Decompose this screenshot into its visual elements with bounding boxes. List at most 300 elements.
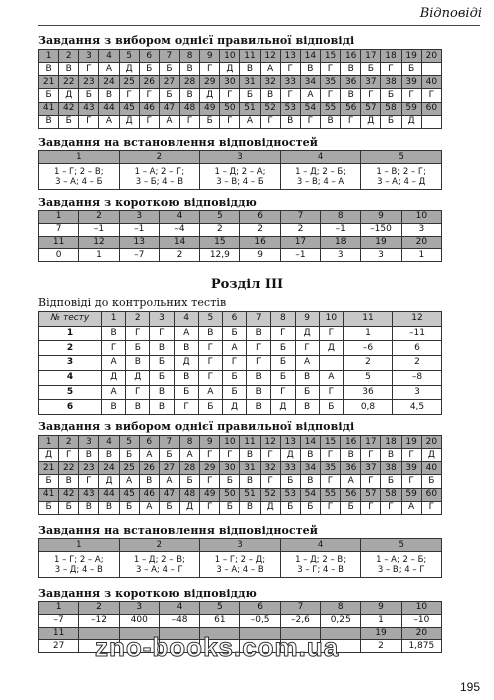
answer-cell: А — [139, 449, 159, 462]
question-number-cell: 1 — [39, 436, 59, 449]
table-row — [39, 223, 442, 236]
answer-cell: Б — [159, 63, 179, 76]
answer-cell: Д — [102, 370, 126, 385]
answer-cell: Г — [295, 341, 319, 356]
answer-cell: Б — [381, 115, 401, 128]
answer-cell: –8 — [393, 370, 442, 385]
question-number-cell: 4 — [280, 151, 361, 164]
answer-cell: В — [150, 341, 174, 356]
answer-cell: Д — [222, 400, 246, 415]
answer-cell: 7 — [39, 223, 79, 236]
answer-cell: Б — [198, 400, 222, 415]
match-answer-line: 1 – Г; 2 – А; — [54, 554, 104, 565]
question-number-cell: 39 — [401, 76, 421, 89]
answer-cell: В — [260, 89, 280, 102]
answer-cell: В — [79, 449, 99, 462]
answer-cell: 3 — [321, 249, 361, 262]
question-number-cell: 2 — [79, 602, 119, 615]
question-number-cell: 7 — [159, 50, 179, 63]
answer-cell: 12,9 — [200, 249, 240, 262]
answer-cell: –10 — [401, 614, 441, 627]
question-number-cell: 39 — [401, 462, 421, 475]
question-number-cell: 5 — [119, 436, 139, 449]
table-row — [39, 89, 442, 102]
answer-cell: Г — [401, 89, 421, 102]
question-number-cell: 1 — [39, 211, 79, 224]
question-number-cell: 26 — [139, 462, 159, 475]
table-row — [39, 449, 442, 462]
question-number-cell: 11 — [240, 50, 260, 63]
answer-cell — [421, 63, 441, 76]
answer-cell: Г — [198, 341, 222, 356]
answer-cell: В — [240, 475, 260, 488]
answer-cell: Б — [150, 370, 174, 385]
match-answer-cell — [39, 164, 120, 190]
question-number-cell: 45 — [119, 102, 139, 115]
question-number-cell: 20 — [401, 627, 441, 640]
answer-cell: Б — [341, 501, 361, 514]
answer-cell: –7 — [119, 249, 159, 262]
answer-cell: В — [179, 63, 199, 76]
question-number-cell: 3 — [79, 436, 99, 449]
question-number-cell: 37 — [361, 76, 381, 89]
question-number-cell: 6 — [222, 312, 246, 327]
table-row — [39, 436, 442, 449]
question-number-cell: 2 — [79, 211, 119, 224]
question-number-cell: 44 — [99, 488, 119, 501]
part1-short-title: Завдання з короткою відповіддю — [38, 196, 257, 209]
answer-cell: Б — [240, 89, 260, 102]
question-number-cell: 43 — [79, 102, 99, 115]
answer-cell: 0,8 — [344, 400, 393, 415]
answer-cell: Г — [247, 341, 271, 356]
answer-cell: В — [240, 449, 260, 462]
section-subtitle: Відповіді до контрольних тестів — [38, 296, 227, 309]
answer-cell: А — [102, 356, 126, 371]
question-number-cell: 2 — [126, 312, 150, 327]
question-number-cell: 38 — [381, 76, 401, 89]
question-number-cell: 57 — [361, 102, 381, 115]
answer-cell: Б — [39, 89, 59, 102]
table-row — [39, 501, 442, 514]
question-number-cell: 33 — [280, 76, 300, 89]
question-number-cell: 7 — [280, 602, 320, 615]
part2-short-title: Завдання з короткою відповіддю — [38, 587, 257, 600]
answer-cell: Б — [39, 501, 59, 514]
question-number-cell: 34 — [300, 462, 320, 475]
question-number-cell: 60 — [421, 488, 441, 501]
answer-cell: В — [126, 356, 150, 371]
table-row — [39, 63, 442, 76]
question-number-cell: 50 — [220, 102, 240, 115]
answer-cell: Б — [126, 341, 150, 356]
answer-cell: Д — [260, 501, 280, 514]
answer-cell: Д — [59, 89, 79, 102]
answer-cell: А — [401, 501, 421, 514]
answer-cell: В — [300, 475, 320, 488]
answer-cell: Б — [119, 501, 139, 514]
question-number-cell: 18 — [381, 436, 401, 449]
question-number-cell: 35 — [320, 76, 340, 89]
answer-cell: В — [295, 370, 319, 385]
match-answer-cell — [200, 552, 281, 578]
part1-short-table — [38, 210, 442, 262]
question-number-cell: 9 — [361, 602, 401, 615]
answer-cell: Г — [200, 449, 220, 462]
answer-cell: В — [247, 385, 271, 400]
answer-cell: Г — [247, 356, 271, 371]
answer-cell: Б — [220, 501, 240, 514]
answer-cell: В — [102, 326, 126, 341]
answer-cell: Б — [150, 356, 174, 371]
question-number-cell: 24 — [99, 462, 119, 475]
question-number-cell: 14 — [300, 436, 320, 449]
question-number-cell: 20 — [401, 236, 441, 249]
part2-single-title: Завдання з вибором однієї правильної відповіді — [38, 420, 355, 433]
answer-cell: В — [150, 400, 174, 415]
match-answer-line: 1 – А; 2 – Г; — [134, 166, 185, 177]
match-answer-cell — [361, 164, 442, 190]
question-number-cell: 31 — [240, 76, 260, 89]
question-number-cell: 36 — [341, 462, 361, 475]
answer-cell: Б — [159, 501, 179, 514]
question-number-cell: 42 — [59, 488, 79, 501]
answer-cell: Г — [421, 89, 441, 102]
watermark: zno-books.com.ua — [95, 632, 340, 662]
question-number-cell: 26 — [139, 76, 159, 89]
question-number-cell: 10 — [319, 312, 343, 327]
answer-cell: Г — [79, 475, 99, 488]
part1-single-title: Завдання з вибором однієї правильної відповіді — [38, 34, 355, 47]
table-row — [39, 400, 442, 415]
answer-cell: 1 — [361, 614, 401, 627]
question-number-cell: 3 — [200, 151, 281, 164]
question-number-cell: 22 — [59, 76, 79, 89]
answer-cell: В — [99, 449, 119, 462]
answer-cell: Д — [126, 370, 150, 385]
answer-cell: В — [381, 449, 401, 462]
answer-cell: Г — [200, 475, 220, 488]
answer-cell: А — [300, 89, 320, 102]
answer-cell: Г — [220, 449, 240, 462]
question-number-cell: 6 — [240, 602, 280, 615]
answer-cell: В — [102, 400, 126, 415]
table-row — [39, 76, 442, 89]
question-number-cell: 23 — [79, 462, 99, 475]
answer-cell: –150 — [361, 223, 401, 236]
question-number-cell: 11 — [240, 436, 260, 449]
question-number-cell: 15 — [200, 236, 240, 249]
answer-cell: А — [222, 341, 246, 356]
question-number-cell: 59 — [401, 488, 421, 501]
test-number-cell: 1 — [39, 326, 102, 341]
answer-cell: Г — [320, 449, 340, 462]
answer-cell: Д — [220, 63, 240, 76]
answer-cell: Г — [280, 89, 300, 102]
table-row — [39, 385, 442, 400]
match-answer-line: 3 – В; 4 – Б — [216, 176, 264, 187]
question-number-cell: 12 — [260, 50, 280, 63]
test-number-cell: 4 — [39, 370, 102, 385]
answer-cell: Г — [200, 501, 220, 514]
match-answer-cell — [361, 552, 442, 578]
answer-cell: В — [126, 400, 150, 415]
part1-single-answers-table — [38, 49, 442, 129]
table-row — [39, 539, 442, 552]
question-number-cell: 41 — [39, 102, 59, 115]
answer-cell: Г — [139, 89, 159, 102]
match-answer-line: 1 – Д; 2 – В; — [133, 554, 185, 565]
question-number-cell: 48 — [179, 102, 199, 115]
answer-cell: 1 — [344, 326, 393, 341]
question-number-cell: 29 — [200, 76, 220, 89]
answer-cell: Б — [220, 475, 240, 488]
answer-cell: 1 — [401, 249, 441, 262]
answer-cell: В — [174, 341, 198, 356]
answer-cell: Г — [271, 326, 295, 341]
answer-cell: –1 — [119, 223, 159, 236]
question-number-cell: 1 — [102, 312, 126, 327]
question-number-cell: 48 — [179, 488, 199, 501]
answer-cell: Г — [222, 356, 246, 371]
part2-match-table — [38, 538, 442, 578]
answer-cell: Б — [271, 370, 295, 385]
answer-cell: А — [159, 475, 179, 488]
answer-cell: Г — [220, 89, 240, 102]
answer-cell: Д — [174, 356, 198, 371]
answer-cell: Г — [260, 475, 280, 488]
question-number-cell: 54 — [300, 102, 320, 115]
question-number-cell: 4 — [174, 312, 198, 327]
page-number: 195 — [459, 680, 480, 694]
answer-cell: Д — [39, 449, 59, 462]
question-number-cell: 27 — [159, 462, 179, 475]
table-row — [39, 115, 442, 128]
answer-cell: Б — [319, 400, 343, 415]
question-number-cell: 18 — [381, 50, 401, 63]
question-number-cell: 41 — [39, 488, 59, 501]
answer-cell: 1 — [79, 249, 119, 262]
question-number-cell: 53 — [280, 102, 300, 115]
question-number-cell: 9 — [295, 312, 319, 327]
answer-cell: Г — [150, 326, 174, 341]
answer-cell: Г — [59, 449, 79, 462]
answer-cell: А — [295, 356, 319, 371]
question-number-cell: 10 — [401, 602, 441, 615]
answer-cell: В — [341, 89, 361, 102]
answer-cell: В — [39, 115, 59, 128]
answer-cell: 1,875 — [401, 640, 441, 653]
answer-cell: –48 — [159, 614, 199, 627]
answer-cell: Б — [139, 63, 159, 76]
answer-cell: 4,5 — [393, 400, 442, 415]
answer-cell: 2 — [200, 223, 240, 236]
question-number-cell: 16 — [341, 436, 361, 449]
question-number-cell: 36 — [341, 76, 361, 89]
answer-cell: В — [99, 89, 119, 102]
question-number-cell: 9 — [200, 50, 220, 63]
answer-cell: 27 — [39, 640, 79, 653]
answer-cell: Б — [271, 341, 295, 356]
answer-cell: Г — [179, 115, 199, 128]
answer-cell: Д — [119, 63, 139, 76]
answer-cell: 9 — [240, 249, 280, 262]
answer-cell: Г — [198, 370, 222, 385]
question-number-cell: 5 — [200, 211, 240, 224]
header-rule — [38, 25, 480, 26]
answer-cell: Б — [381, 475, 401, 488]
answer-cell: Г — [401, 475, 421, 488]
question-number-cell: 50 — [220, 488, 240, 501]
question-number-cell: 8 — [179, 436, 199, 449]
question-number-cell: 17 — [280, 236, 320, 249]
question-number-cell: 25 — [119, 76, 139, 89]
question-number-cell: 32 — [260, 76, 280, 89]
question-number-cell: 7 — [247, 312, 271, 327]
match-answer-line: 1 – Г; 2 – В; — [54, 166, 104, 177]
answer-cell: Г — [280, 63, 300, 76]
question-number-cell: 44 — [99, 102, 119, 115]
answer-cell: В — [240, 63, 260, 76]
answer-cell: А — [119, 475, 139, 488]
answer-cell: А — [198, 385, 222, 400]
answer-cell: Г — [361, 449, 381, 462]
question-number-cell: 4 — [280, 539, 361, 552]
answer-cell: Г — [79, 115, 99, 128]
question-number-cell: 5 — [200, 602, 240, 615]
question-number-cell: 15 — [320, 50, 340, 63]
question-number-cell: 6 — [240, 211, 280, 224]
question-number-cell: 34 — [300, 76, 320, 89]
question-number-cell: 8 — [271, 312, 295, 327]
question-number-cell: 35 — [320, 462, 340, 475]
question-number-cell: 7 — [159, 436, 179, 449]
answer-cell: В — [99, 501, 119, 514]
answer-cell: Г — [126, 326, 150, 341]
part2-match-title: Завдання на встановлення відповідностей — [38, 524, 319, 537]
answer-cell: Д — [179, 501, 199, 514]
question-number-cell: 19 — [361, 236, 401, 249]
answer-cell: –12 — [79, 614, 119, 627]
question-number-cell: 23 — [79, 76, 99, 89]
match-answer-line: 3 – В; 4 – Г — [377, 564, 425, 575]
question-number-cell: 3 — [119, 602, 159, 615]
question-number-cell: 56 — [341, 102, 361, 115]
answer-cell: 6 — [393, 341, 442, 356]
match-answer-cell — [119, 164, 200, 190]
answer-cell: Г — [198, 356, 222, 371]
answer-cell: Г — [320, 89, 340, 102]
section-title: Розділ III — [210, 277, 284, 292]
question-number-cell: 31 — [240, 462, 260, 475]
table-row — [39, 356, 442, 371]
answer-cell: В — [341, 63, 361, 76]
question-number-cell: 4 — [159, 602, 199, 615]
answer-cell: Б — [280, 475, 300, 488]
answer-cell: 2 — [159, 249, 199, 262]
answer-cell: Г — [126, 385, 150, 400]
table-row — [39, 341, 442, 356]
answer-cell: Д — [295, 326, 319, 341]
answer-cell: Г — [174, 400, 198, 415]
question-number-cell: 49 — [200, 488, 220, 501]
answer-cell: –1 — [321, 223, 361, 236]
question-number-cell: 24 — [99, 76, 119, 89]
answer-cell: Б — [119, 449, 139, 462]
answer-cell: Г — [401, 449, 421, 462]
answer-cell: В — [341, 449, 361, 462]
table-row — [39, 102, 442, 115]
question-number-cell: 28 — [179, 462, 199, 475]
question-number-cell: 58 — [381, 488, 401, 501]
answer-cell: В — [240, 501, 260, 514]
question-number-cell: 12 — [260, 436, 280, 449]
question-number-cell: 25 — [119, 462, 139, 475]
match-answer-line: 3 – А; 4 – Б — [55, 176, 103, 187]
match-answer-line: 3 – А; 4 – В — [216, 564, 264, 575]
question-number-cell: 49 — [200, 102, 220, 115]
question-number-cell: 17 — [361, 50, 381, 63]
question-number-cell: 3 — [150, 312, 174, 327]
test-number-header: № тесту — [39, 312, 102, 327]
answer-cell: Б — [39, 475, 59, 488]
question-number-cell: 29 — [200, 462, 220, 475]
answer-cell: Г — [200, 63, 220, 76]
answer-cell: Г — [381, 501, 401, 514]
question-number-cell: 47 — [159, 488, 179, 501]
answer-cell: Б — [159, 89, 179, 102]
answer-cell: Б — [421, 475, 441, 488]
question-number-cell: 42 — [59, 102, 79, 115]
question-number-cell: 56 — [341, 488, 361, 501]
answer-cell: Г — [361, 501, 381, 514]
question-number-cell: 14 — [300, 50, 320, 63]
answer-cell: Г — [79, 63, 99, 76]
question-number-cell: 13 — [119, 236, 159, 249]
question-number-cell: 60 — [421, 102, 441, 115]
question-number-cell: 38 — [381, 462, 401, 475]
answer-cell: 61 — [200, 614, 240, 627]
answer-cell: –6 — [344, 341, 393, 356]
answer-cell: Г — [271, 385, 295, 400]
match-answer-line: 1 – Д; 2 – А; — [214, 166, 266, 177]
question-number-cell: 8 — [321, 602, 361, 615]
answer-cell: Д — [361, 115, 381, 128]
answer-cell: А — [174, 326, 198, 341]
table-row — [39, 552, 442, 578]
answer-cell: В — [320, 115, 340, 128]
answer-cell: 2 — [280, 223, 320, 236]
answer-cell: –0,5 — [240, 614, 280, 627]
answer-cell: В — [59, 475, 79, 488]
question-number-cell: 8 — [179, 50, 199, 63]
question-number-cell: 21 — [39, 76, 59, 89]
question-number-cell: 12 — [393, 312, 442, 327]
table-row — [39, 462, 442, 475]
question-number-cell: 1 — [39, 50, 59, 63]
question-number-cell: 13 — [280, 50, 300, 63]
question-number-cell: 5 — [119, 50, 139, 63]
question-number-cell: 2 — [119, 539, 200, 552]
answer-cell: В — [59, 63, 79, 76]
answer-cell: Г — [220, 115, 240, 128]
match-answer-cell — [280, 552, 361, 578]
answer-cell: Д — [99, 475, 119, 488]
question-number-cell: 46 — [139, 102, 159, 115]
question-number-cell: 45 — [119, 488, 139, 501]
answer-cell: Б — [179, 475, 199, 488]
answer-cell: 0,25 — [321, 614, 361, 627]
